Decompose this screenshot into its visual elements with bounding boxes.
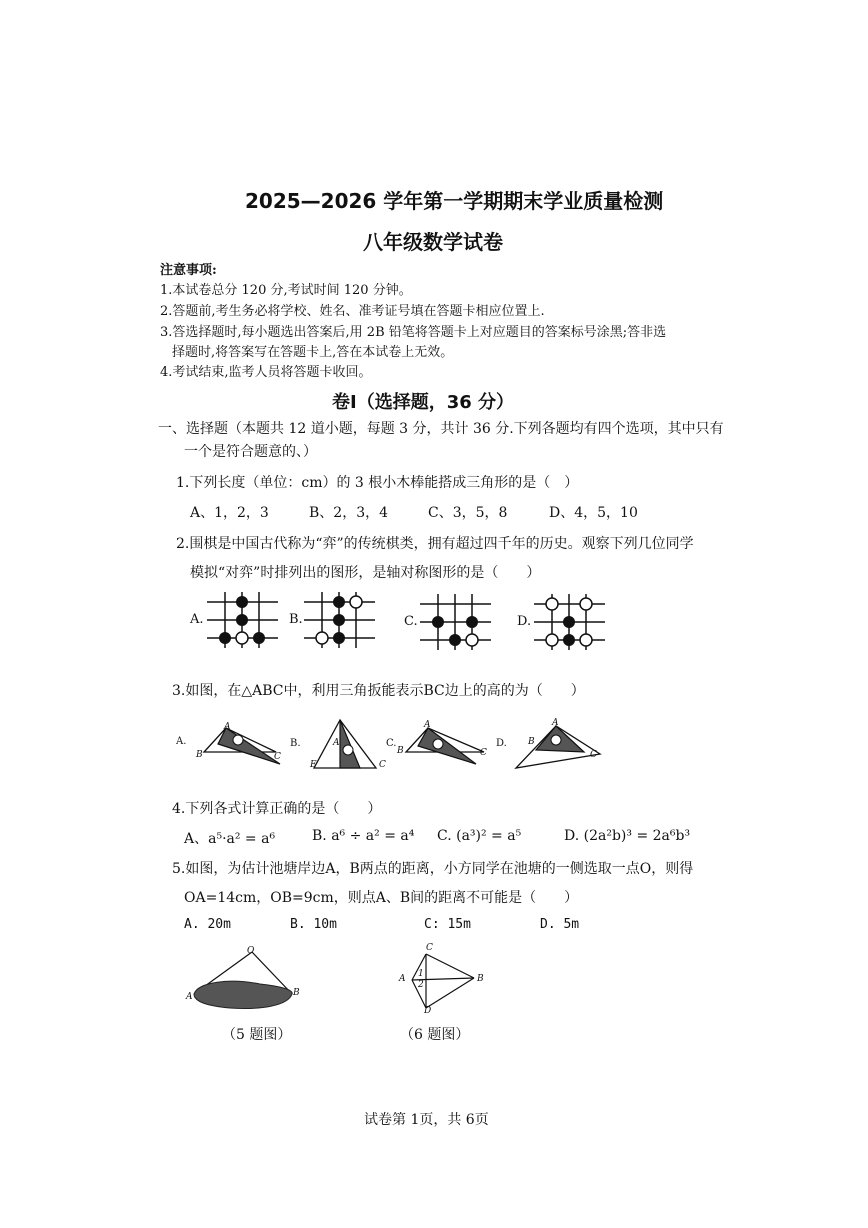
q3-d-vertex-c: C — [590, 750, 597, 760]
question-3-stem: 3.如图，在△ABC中，利用三角扳能表示BC边上的高的为（ ） — [172, 683, 585, 699]
q2-option-a-label: A. — [190, 612, 204, 627]
q2-option-b-label: B. — [289, 612, 303, 627]
q5-option-b: B. 10m — [290, 917, 337, 932]
section-intro: 一、选择题（本题共 12 道小题，每题 3 分，共计 36 分.下列各题均有四个选项，其中只有 — [158, 421, 724, 437]
question-2-stem: 模拟“对弈”时排列出的图形，是轴对称图形的是（ ） — [190, 565, 541, 581]
fig5-label-a: A — [186, 992, 193, 1002]
notice-item: 2.答题前,考生务必将学校、姓名、准考证号填在答题卡相应位置上. — [160, 304, 545, 319]
q2-go-board-c — [418, 592, 493, 652]
fig5-label-b: B — [293, 988, 300, 998]
notice-item: 1.本试卷总分 120 分,考试时间 120 分钟。 — [160, 283, 412, 298]
figure-5-caption: （5 题图） — [222, 1027, 292, 1043]
q4-option-c: C. (a³)² = a⁵ — [437, 828, 522, 844]
q3-option-c-label: C. — [386, 738, 397, 749]
q4-option-d: D. (2a²b)³ = 2a⁶b³ — [564, 828, 691, 844]
section-intro: 一个是符合题意的、） — [184, 444, 317, 460]
notice-item: 4.考试结束,监考人员将答题卡收回。 — [160, 365, 372, 380]
notice-item: 择题时,将答案写在答题卡上,答在本试卷上无效。 — [172, 345, 454, 360]
q3-a-vertex-b: B — [196, 750, 203, 760]
fig6-label-c: C — [426, 943, 433, 953]
fig6-label-angle1: 1 — [418, 969, 424, 979]
q3-triangle-b — [310, 714, 380, 774]
q2-go-board-b — [302, 590, 377, 650]
page-footer: 试卷第 1页，共 6页 — [364, 1112, 489, 1128]
q3-c-vertex-a: A — [424, 720, 431, 730]
q2-option-c-label: C. — [404, 614, 418, 629]
q3-option-d-label: D. — [496, 738, 507, 749]
fig6-label-a: A — [399, 974, 406, 984]
q3-d-vertex-b: B — [528, 737, 535, 747]
notice-heading: 注意事项: — [160, 263, 217, 278]
q3-option-b-label: B. — [290, 738, 301, 749]
q2-option-d-label: D. — [517, 614, 532, 629]
exam-subtitle: 八年级数学试卷 — [363, 230, 503, 254]
q3-a-vertex-a: A — [224, 722, 231, 732]
q5-option-d: D. 5m — [540, 917, 580, 932]
q1-option-c: C、3，5，8 — [428, 505, 508, 521]
fig6-label-b: B — [477, 974, 484, 984]
q3-b-vertex-e: E — [310, 760, 317, 770]
q3-b-vertex-c: C — [379, 760, 386, 770]
q1-option-b: B、2，3，4 — [309, 505, 389, 521]
q1-option-a: A、1，2，3 — [190, 505, 269, 521]
notice-item: 3.答选择题时,每小题选出答案后,用 2B 铅笔将答题卡上对应题目的答案标号涂黑;答非选 — [160, 325, 667, 340]
q1-option-d: D、4，5，10 — [549, 505, 638, 521]
figure-6-caption: （6 题图） — [400, 1027, 470, 1043]
exam-title: 2025—2026 学年第一学期期末学业质量检测 — [245, 189, 664, 213]
q3-b-vertex-a: A — [333, 738, 340, 748]
q3-option-a-label: A. — [176, 736, 187, 747]
q4-option-b: B. a⁶ ÷ a² = a⁴ — [312, 828, 415, 844]
q3-triangle-c — [400, 722, 490, 770]
q2-go-board-d — [532, 592, 607, 652]
figure-5-pond — [180, 944, 310, 1024]
q3-c-vertex-c: C — [480, 748, 487, 758]
fig6-label-angle2: 2 — [418, 980, 424, 990]
fig6-label-d: D — [424, 1006, 432, 1016]
section-title: 卷Ⅰ（选择题，36 分） — [332, 392, 515, 413]
q5-option-c: C: 15m — [424, 917, 471, 932]
question-5-stem: 5.如图，为估计池塘岸边A，B两点的距离，小方同学在池塘的一侧选取一点O，则得 — [172, 861, 694, 877]
question-5-stem: OA=14cm，OB=9cm，则点A、B间的距离不可能是（ ） — [184, 890, 579, 906]
q3-a-vertex-c: C — [274, 752, 281, 762]
question-2-stem: 2.围棋是中国古代称为“弈”的传统棋类，拥有超过四千年的历史。观察下列几位同学 — [176, 536, 694, 552]
question-1-stem: 1.下列长度（单位：cm）的 3 根小木棒能搭成三角形的是（ ） — [176, 475, 579, 491]
q3-d-vertex-a: A — [552, 718, 559, 728]
q3-triangle-a — [196, 722, 286, 768]
question-4-stem: 4.下列各式计算正确的是（ ） — [172, 801, 382, 817]
q4-option-a: A、a⁵·a² = a⁶ — [184, 831, 276, 847]
fig5-label-o: O — [247, 946, 255, 956]
q2-go-board-a — [205, 590, 280, 650]
q3-c-vertex-b: B — [397, 746, 404, 756]
q5-option-a: A. 20m — [184, 917, 231, 932]
